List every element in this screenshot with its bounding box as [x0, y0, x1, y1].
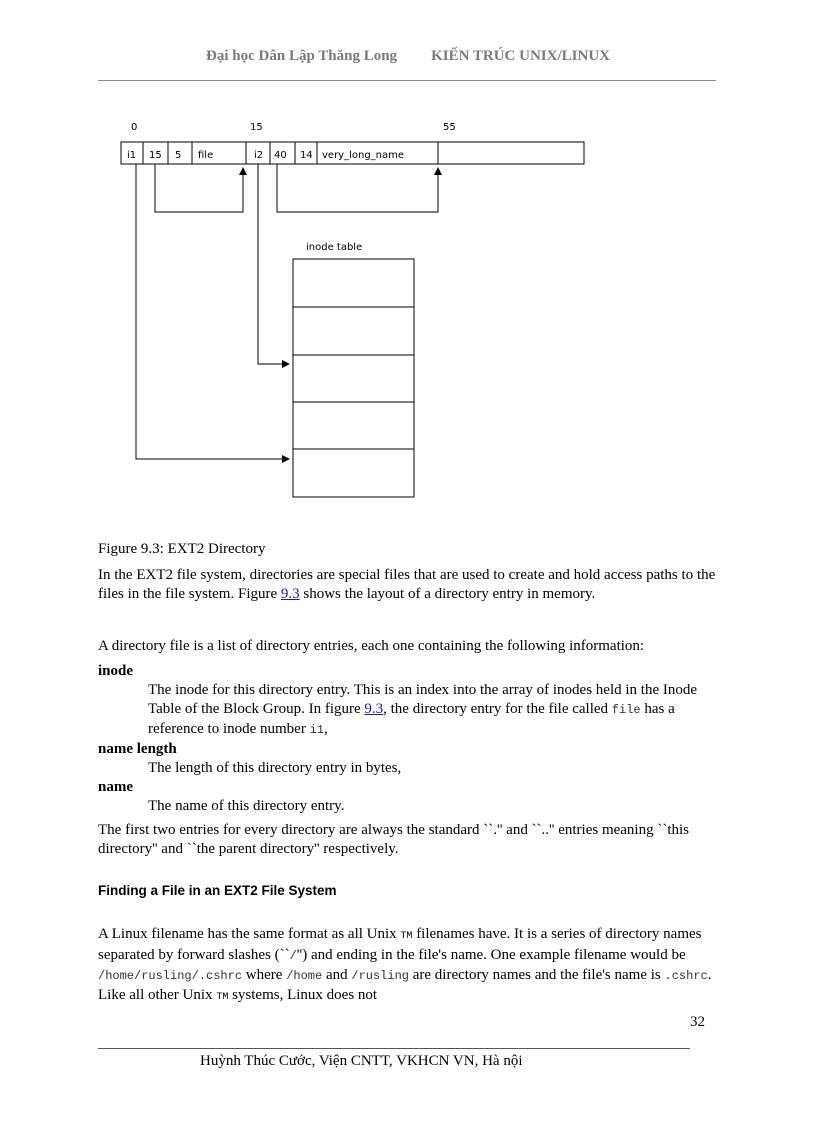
inode-table-label: inode table: [306, 242, 363, 253]
inode-table: [293, 259, 414, 497]
paragraph-list-intro: A directory file is a list of directory entries, each one containing the following information:: [98, 638, 645, 654]
page-header: [0, 48, 816, 65]
term-name-length: name length: [98, 741, 177, 757]
directory-diagram: [118, 112, 598, 504]
desc-name-length: The length of this directory entry in bytes,: [148, 760, 402, 776]
entry1-name: file: [198, 150, 214, 161]
figure-link[interactable]: 9.3: [280, 586, 300, 602]
figure-caption: Figure 9.3: EXT2 Directory: [98, 541, 266, 557]
offset-0: 0: [131, 122, 138, 133]
entry2-rec-len: 40: [274, 150, 287, 161]
offset-55: 55: [443, 122, 456, 133]
section-heading: Finding a File in an EXT2 File System: [98, 883, 337, 898]
desc-inode: The inode for this directory entry. This is an index into the array of inodes held in the Inode Table of the Block Group. In figure 9.3, the directory entry for the file called file has a reference to inode number i1,: [148, 682, 698, 737]
trademark-mark: TM: [400, 931, 413, 942]
i1-inode-pointer: [136, 164, 289, 459]
entry2-inode: i2: [254, 150, 264, 161]
term-inode: inode: [98, 663, 134, 679]
entry1-rec-len: 15: [149, 150, 162, 161]
i2-inode-pointer: [258, 164, 289, 364]
desc-name: The name of this directory entry.: [148, 798, 345, 814]
entry1-next-pointer: [155, 164, 243, 212]
definition-list: [98, 662, 720, 816]
page-number: 32: [690, 1014, 705, 1030]
paragraph-standard-entries: The first two entries for every directory are always the standard ``.'' and ``..'' entries meaning ``this directory'' and ``the parent directory'' respectively.: [98, 822, 690, 857]
entry2-name: very_long_name: [322, 150, 405, 161]
ext2-directory-figure: [118, 112, 598, 509]
page-footer: Huỳnh Thúc Cước, Viện CNTT, VKHCN VN, Hà nội: [200, 1053, 523, 1069]
paragraph-intro: In the EXT2 file system, directories are special files that are used to create and hold access paths to the files in the file system. Figure 9.3 shows the layout of a directory entry in memory.: [98, 567, 716, 602]
entry2-next-pointer: [277, 164, 438, 212]
term-name: name: [98, 779, 133, 795]
paragraph-filename: A Linux filename has the same format as all Unix TM filenames have. It is a series of directory names separated by forward slashes (``/'') and ending in the file's name. One example filename would be /home/rusling/.cshrc where /home and /rusling are directory names and the file's name is .cshrc. Like all other Unix TM systems, Linux does not: [98, 926, 712, 1003]
figure-link-2[interactable]: 9.3: [364, 701, 384, 717]
header-divider: [98, 80, 716, 81]
trademark-mark-2: TM: [216, 992, 229, 1003]
header-course: KIẾN TRÚC UNIX/LINUX: [431, 48, 610, 64]
entry1-name-len: 5: [175, 150, 182, 161]
footer-divider: [98, 1048, 690, 1049]
entry1-inode: i1: [127, 150, 137, 161]
header-university: Đại học Dân Lập Thăng Long: [206, 48, 398, 64]
entry2-name-len: 14: [300, 150, 313, 161]
offset-15: 15: [250, 122, 263, 133]
